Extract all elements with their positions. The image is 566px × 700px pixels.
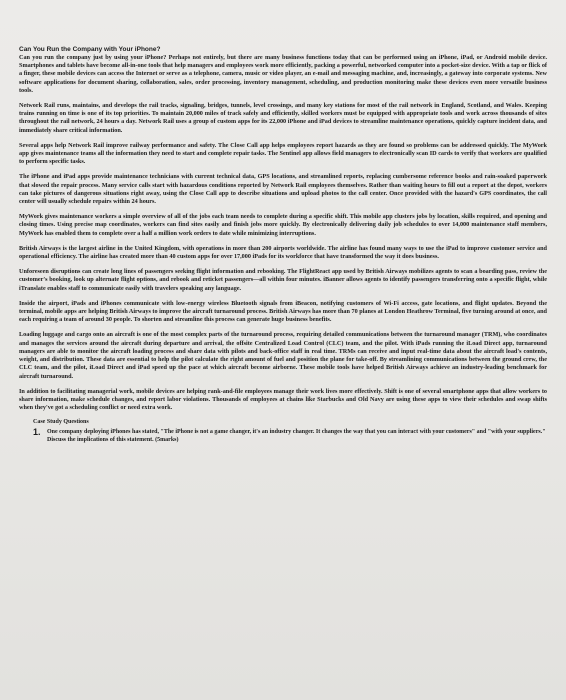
document-title: Can You Run the Company with Your iPhone?: [19, 46, 161, 53]
question-text: One company deploying iPhones has stated, "The iPhone is not a game changer, it's an industry changer. It changes the way that you can interact with your customers" and "with your suppliers." Discuss the implications of this statement. (5marks): [47, 429, 546, 443]
paragraph-mywork: MyWork gives maintenance workers a simple overview of all of the jobs each team needs to complete during a specific shift. This mobile app clusters jobs by location, skills required, and opening and closing times. Using precise map coordinates, workers can find sites easily and finish jobs more quickly. By electronically delivering daily job schedules to over 14,000 maintenance staff members, MyWork has enabled them to complete over a half a million work orders to date while minimizing interruptions.: [19, 213, 547, 237]
document-content: [19, 46, 547, 444]
case-study-question: [33, 429, 547, 444]
paragraph-network-rail-apps: Several apps help Network Rail improve railway performance and safety. The Close Call app helps employees report hazards as they are found so problems can be addressed quickly. The MyWork app gives maintenance teams all the information they need to start and complete repair tasks. The Sentinel app allows field managers to electronically scan ID cards to verify that workers are qualified to perform specific tasks.: [19, 141, 547, 166]
paragraph-british-airways: British Airways is the largest airline in the United Kingdom, with operations in more than 200 airports worldwide. The airline has found many ways to use the iPad to improve customer service and operational efficiency. The airline has created more than 40 custom apps for over 17,000 iPads for its workforce that have transformed the way it does business.: [19, 244, 547, 261]
paragraph-iphone-ipad-apps: The iPhone and iPad apps provide maintenance technicians with current technical data, GPS locations, and streamlined reports, replacing cumbersome reference books and rain-soaked paperwork that slowed the repair process. Many service calls start with hazardous conditions reported by Network Rail employees themselves. Rather than waiting hours to fill out a report at the depot, workers can take pictures of dangerous situations right away, using the Close Call app to describe situations and upload photos to the call center. Once provided with the hazard's GPS coordinates, the call center will usually schedule repairs within 24 hours.: [19, 173, 547, 206]
case-study-heading: Case Study Questions: [33, 419, 89, 426]
paragraph-intro: Can you run the company just by using your iPhone? Perhaps not entirely, but there are many business functions today that can be performed using an iPhone, iPad, or Android mobile device. Smartphones and tablets have become all-in-one tools that help managers and employees work more efficiently, packing a powerful, networked computer into a pocket-size device. With a tap or flick of a finger, these mobile devices can access the Internet or serve as a telephone, camera, music or video player, an e-mail and messaging machine, and, increasingly, a gateway into corporate systems. New software applications for document sharing, collaboration, sales, order processing, inventory management, scheduling, and production monitoring make these devices even more versatile business tools.: [19, 54, 547, 94]
question-number: 1.: [33, 427, 41, 438]
paragraph-airport: Inside the airport, iPads and iPhones communicate with low-energy wireless Bluetooth signals from iBeacon, notifying customers of Wi-Fi access, gate locations, and flight updates. Beyond the terminal, mobile apps are helping British Airways to improve the aircraft turnaround process. British Airways has more than 70 planes at London Heathrow Terminal, five turning around at once, and each requiring a team of around 30 people. To shorten and streamline this process can generate huge business benefits.: [19, 299, 547, 324]
paragraph-network-rail: Network Rail runs, maintains, and develops the rail tracks, signaling, bridges, tunnels, level crossings, and many key stations for most of the rail network in England, Scotland, and Wales. Keeping trains running on time is one of its top priorities. To maintain 20,000 miles of track safely and efficiently, skilled workers must be equipped with appropriate tools and work across thousands of sites throughout the rail network, 24 hours a day. Network Rail uses a group of custom apps for its 22,000 iPhone and iPad devices to streamline maintenance operations, quickly capture incident data, and immediately share critical information.: [19, 102, 547, 134]
paragraph-loading: Loading luggage and cargo onto an aircraft is one of the most complex parts of the turnaround process, requiring detailed communications between the turnaround manager (TRM), who coordinates and manages the services around the aircraft during departure and arrival, the offsite Centralized Load Control (CLC) team, and the pilot. With iPads running the iLoad Direct app, turnaround managers are able to monitor the aircraft loading process and share data with pilots and back-office staff in real time. TRMs can receive and input real-time data about the aircraft load's contents, weight, and distribution. These data are essential to help the pilot calculate the right amount of fuel and position the plane for take-off. By streamlining communications between the ground crew, the CLC team, and the pilot, iLoad Direct and iPad speed up the pace at which aircraft become airborne. These mobile tools have helped British Airways achieve an industry-leading benchmark for aircraft turnaround.: [19, 331, 547, 380]
paragraph-disruptions: Unforeseen disruptions can create long lines of passengers seeking flight information and rebooking. The FlightReact app used by British Airways mobilizes agents to scan a boarding pass, review the customer's booking, look up alternate flight options, and rebook and reticket passengers—all within four minutes. iBanner allows agents to identify passengers transferring onto a specific flight, while iTranslate enables staff to communicate easily with travelers speaking any language.: [19, 268, 547, 292]
paragraph-rank-and-file: In addition to facilitating managerial work, mobile devices are helping rank-and-file employees manage their work lives more effectively. Shift is one of several smartphone apps that allow workers to share information, make schedule changes, and report labor violations. Thousands of employees at chains like Starbucks and Old Navy are using these apps to view their schedules and swap shifts when they've got a scheduling conflict or need extra work.: [19, 387, 547, 412]
